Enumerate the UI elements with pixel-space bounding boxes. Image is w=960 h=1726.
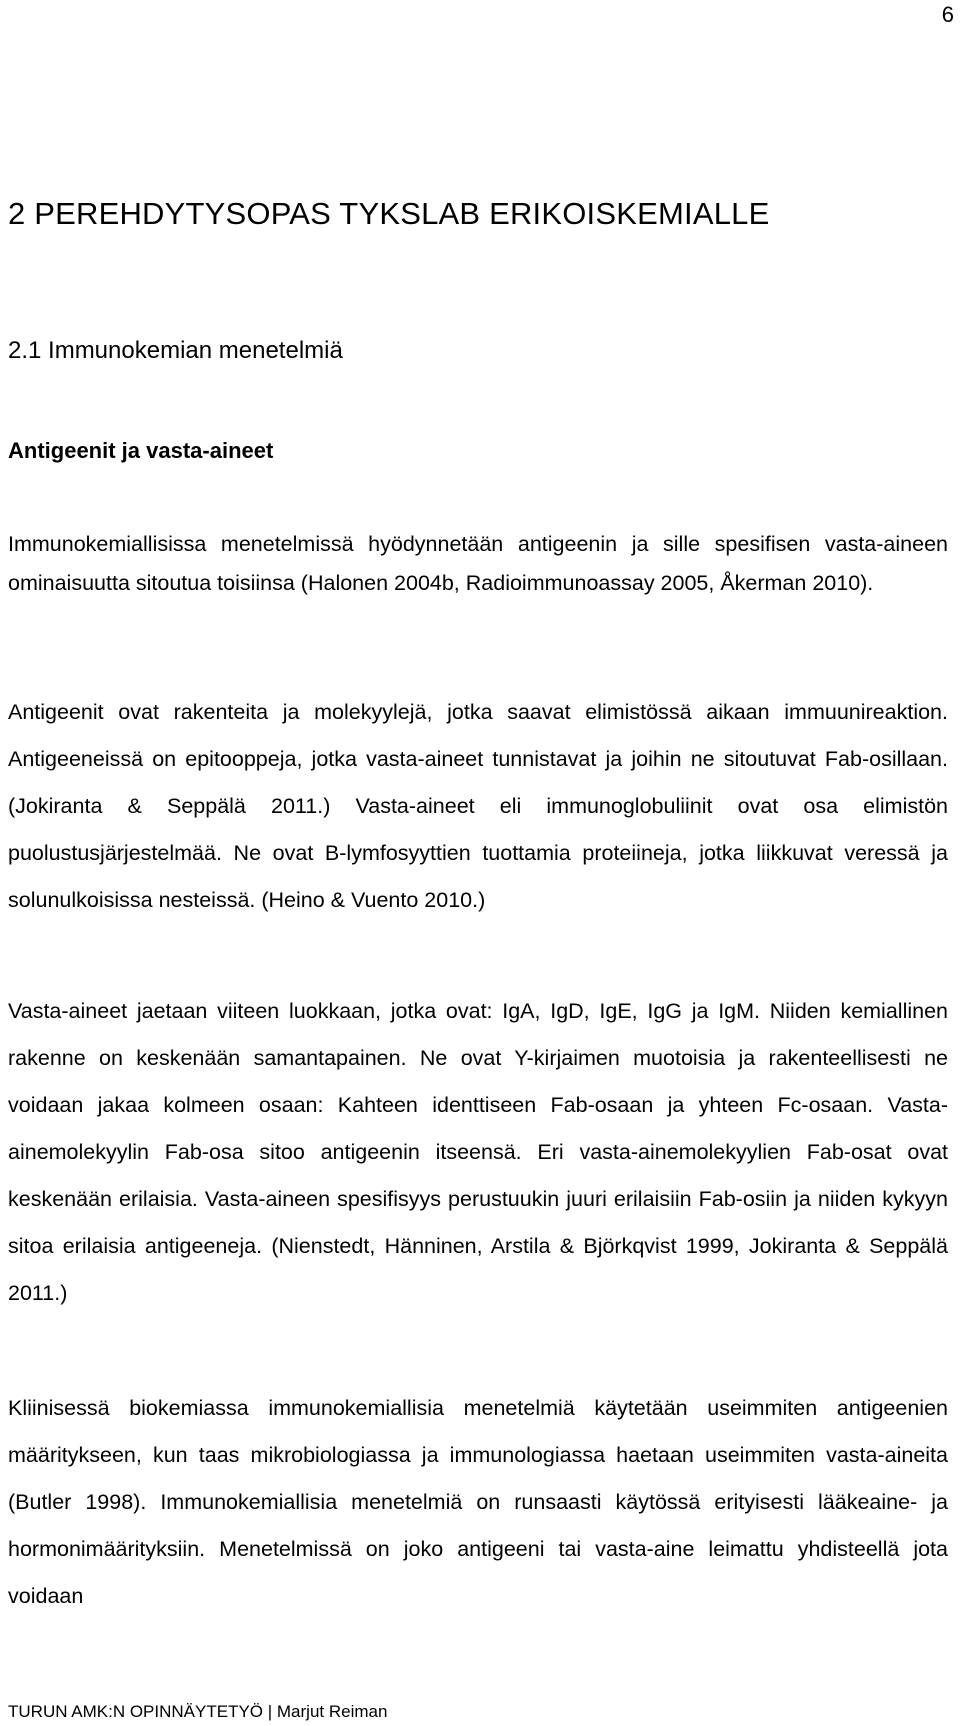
section-title: 2.1 Immunokemian menetelmiä bbox=[8, 337, 343, 364]
body-paragraph: Vasta-aineet jaetaan viiteen luokkaan, jotka ovat: IgA, IgD, IgE, IgG ja IgM. Niiden kemiallinen rakenne on keskenään samantapainen. Ne ovat Y-kirjaimen muotoisia ja rakenteellisesti ne voidaan jakaa kolmeen osaan: Kahteen identtiseen Fab-osaan ja yhteen Fc-osaan. Vasta-ainemolekyylin Fab-osa sitoo antigeenin itseensä. Eri vasta-ainemolekyylien Fab-osat ovat keskenään erilaisia. Vasta-aineen spesifisyys perustuukin juuri erilaisiin Fab-osiin ja niiden kykyyn sitoa erilaisia antigeeneja. (Nienstedt, Hänninen, Arstila & Björkqvist 1999, Jokiranta & Seppälä 2011.) bbox=[8, 999, 948, 1305]
subsection-title: Antigeenit ja vasta-aineet bbox=[8, 438, 274, 463]
chapter-title: 2 PEREHDYTYSOPAS TYKSLAB ERIKOISKEMIALLE bbox=[8, 196, 770, 231]
body-paragraph: Antigeenit ovat rakenteita ja molekyylejä, jotka saavat elimistössä aikaan immuunireaktion. Antigeeneissä on epitooppeja, jotka vasta-aineet tunnistavat ja joihin ne sitoutuvat Fab-osillaan. (Jokiranta & Seppälä 2011.) Vasta-aineet eli immunoglobuliinit ovat osa elimistön puolustusjärjestelmää. Ne ovat B-lymfosyyttien tuottamia proteiineja, jotka liikkuvat veressä ja solunulkoisissa nesteissä. (Heino & Vuento 2010.) bbox=[8, 700, 948, 912]
page-footer: TURUN AMK:N OPINNÄYTETYÖ | Marjut Reiman bbox=[8, 1702, 388, 1721]
body-paragraph: Kliinisessä biokemiassa immunokemiallisia menetelmiä käytetään useimmiten antigeenien määritykseen, kun taas mikrobiologiassa ja immunologiassa haetaan useimmiten vasta-aineita (Butler 1998). Immunokemiallisia menetelmiä on runsaasti käytössä erityisesti lääkeaine- ja hormonimäärityksiin. Menetelmissä on joko antigeeni tai vasta-aine leimattu yhdisteellä jota voidaan bbox=[8, 1396, 948, 1608]
page-number: 6 bbox=[941, 2, 954, 27]
body-paragraph: Immunokemiallisissa menetelmissä hyödynnetään antigeenin ja sille spesifisen vasta-aineen ominaisuutta sitoutua toisiinsa (Halonen 2004b, Radioimmunoassay 2005, Åkerman 2010). bbox=[8, 532, 948, 595]
